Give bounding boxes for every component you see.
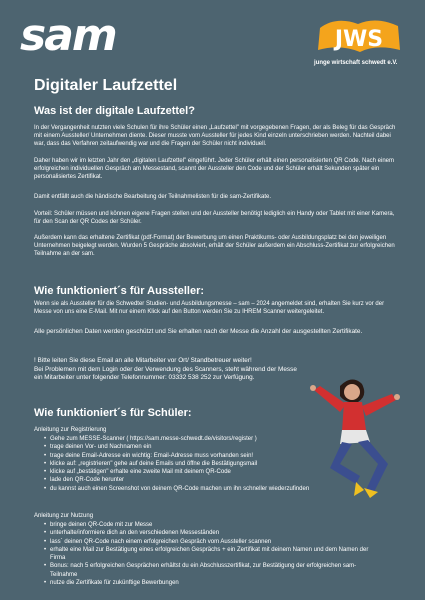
section-heading-what: Was ist der digitale Laufzettel?: [34, 105, 195, 117]
exhibitor-paragraph-1: Wenn sie als Aussteller für die Schwedter Studien- und Ausbildungsmesse – sam – 2024 angemeldet sind, erhalten Sie kurz vor der Messe von uns eine E-Mail. Mit nur einem Klick auf den Button werden Sie zu IHREM Scanner weitergeleitet.: [34, 301, 385, 315]
list-item: • bringe deinen QR-Code mit zur Messe: [44, 521, 374, 529]
intro-paragraph-5: Außerdem kann das erhaltene Zertifikat (pdf-Format) der Bewerbung um einen Praktikums- oder Ausbildungsplatz bei den jeweiligen Unternehmen beigelegt werden. Wurden 5 Gespräche absolviert, erhält der Schüler außerdem ein Abschluss-Zertifikat zur erfolgreichen Teilnahme an der sam.: [34, 235, 395, 257]
registration-list: [34, 435, 344, 493]
page-title: Digitaler Laufzettel: [34, 77, 178, 94]
list-item: • trage deine Email-Adresse ein wichtig: Email-Adresse muss vorhanden sein!: [44, 452, 344, 460]
section-heading-students: Wie funktioniert´s für Schüler:: [34, 407, 192, 419]
jws-logo: [314, 18, 404, 56]
list-item: • Bonus: nach 5 erfolgreichen Gesprächen erhältst du ein Abschlusszertifikat, zur Bestätigung der erfolgreichen sam-Teilnahme: [44, 562, 374, 579]
list-item: • du kannst auch einen Screenshot von deinem QR-Code machen um ihn schneller wiederzufinden: [44, 485, 344, 493]
support-phone-notice: Bei Problemen mit dem Login oder der Verwendung des Scanners, steht während der Messe ein Mitarbeiter unter folgender Telefonnummer: 03332 538 252 zur Verfügung.: [34, 365, 297, 382]
header: [0, 0, 425, 70]
sam-logo: sam: [20, 10, 116, 61]
jws-logo-text: JWS: [334, 27, 384, 52]
list-item: • unterhalte/informiere dich an den verschiedenen Messeständen: [44, 529, 374, 537]
jws-subtitle: junge wirtschaft schwedt e.V.: [314, 60, 398, 66]
usage-title: Anleitung zur Nutzung: [34, 513, 94, 519]
intro-paragraph-4: Vorteil: Schüler müssen und können eigene Fragen stellen und der Aussteller benötigt lediglich ein Handy oder Tablet mit einer Kamera, für den Scan der QR Codes der Schüler.: [34, 211, 395, 225]
intro-paragraph-1: In der Vergangenheit nutzten viele Schulen für ihre Schüler einen „Laufzettel" mit vorgegebenen Fragen, der als Beleg für das Gespräch mit einem Aussteller/ Unternehmen diente. Dieser musste vom Aussteller für jedes Kind einzeln unterschrieben werden. Nachteil dabei war, dass das Verfahren zeitaufwendig war und die Fragen der Schüler nicht individuell.: [34, 125, 396, 147]
exhibitor-paragraph-3: [34, 357, 299, 383]
section-heading-exhibitors: Wie funktioniert´s für Aussteller:: [34, 285, 205, 297]
list-item: • erhalte eine Mail zur Bestätigung eines erfolgreichen Gesprächs + ein Zertifikat mit deinem Namen und dem Namen der Firma: [44, 546, 374, 563]
forward-notice: ! Bitte leiten Sie diese Email an alle Mitarbeiter vor Ort/ Standbetreuer weiter!: [34, 357, 252, 364]
list-item: • lass´ deinen QR-Code nach einem erfolgreichen Gespräch vom Aussteller scannen: [44, 538, 374, 546]
list-item: • trage deinen Vor- und Nachnamen ein: [44, 443, 344, 451]
exhibitor-paragraph-2: Alle persönlichen Daten werden geschützt und Sie erhalten nach der Messe die Anzahl der ausgestellten Zertifikate.: [34, 328, 363, 335]
registration-title: Anleitung zur Registrierung: [34, 427, 107, 433]
list-item: • klicke auf: „registrieren" gehe auf deine Emails und öffne die Bestätigungsmail: [44, 460, 344, 468]
intro-paragraph-2: Daher haben wir im letzten Jahr den „digitalen Laufzettel" eingeführt. Jeder Schüler erhält einen personalisierten QR Code. Nach einem erfolgreichen individuellen Gespräch am Messestand, scannt der Aussteller den Code und der Schüler erhält Sekunden später ein personalisiertes Zertifikat.: [34, 158, 394, 180]
list-item: • klicke auf „bestätigen" erhalte eine zweite Mail mit deinem QR-Code: [44, 468, 344, 476]
usage-list: [34, 521, 374, 587]
list-item: • nutze die Zertifikate für zukünftige Bewerbungen: [44, 579, 374, 587]
list-item: • lade den QR-Code herunter: [44, 476, 344, 484]
list-item: • Gehe zum MESSE-Scanner ( https://sam.messe-schwedt.de/visitors/register ): [44, 435, 344, 443]
intro-paragraph-3: Damit entfällt auch die händische Bearbeitung der Teilnahmelisten für die sam-Zertifikate.: [34, 194, 272, 200]
dancer-photo: [300, 372, 410, 502]
